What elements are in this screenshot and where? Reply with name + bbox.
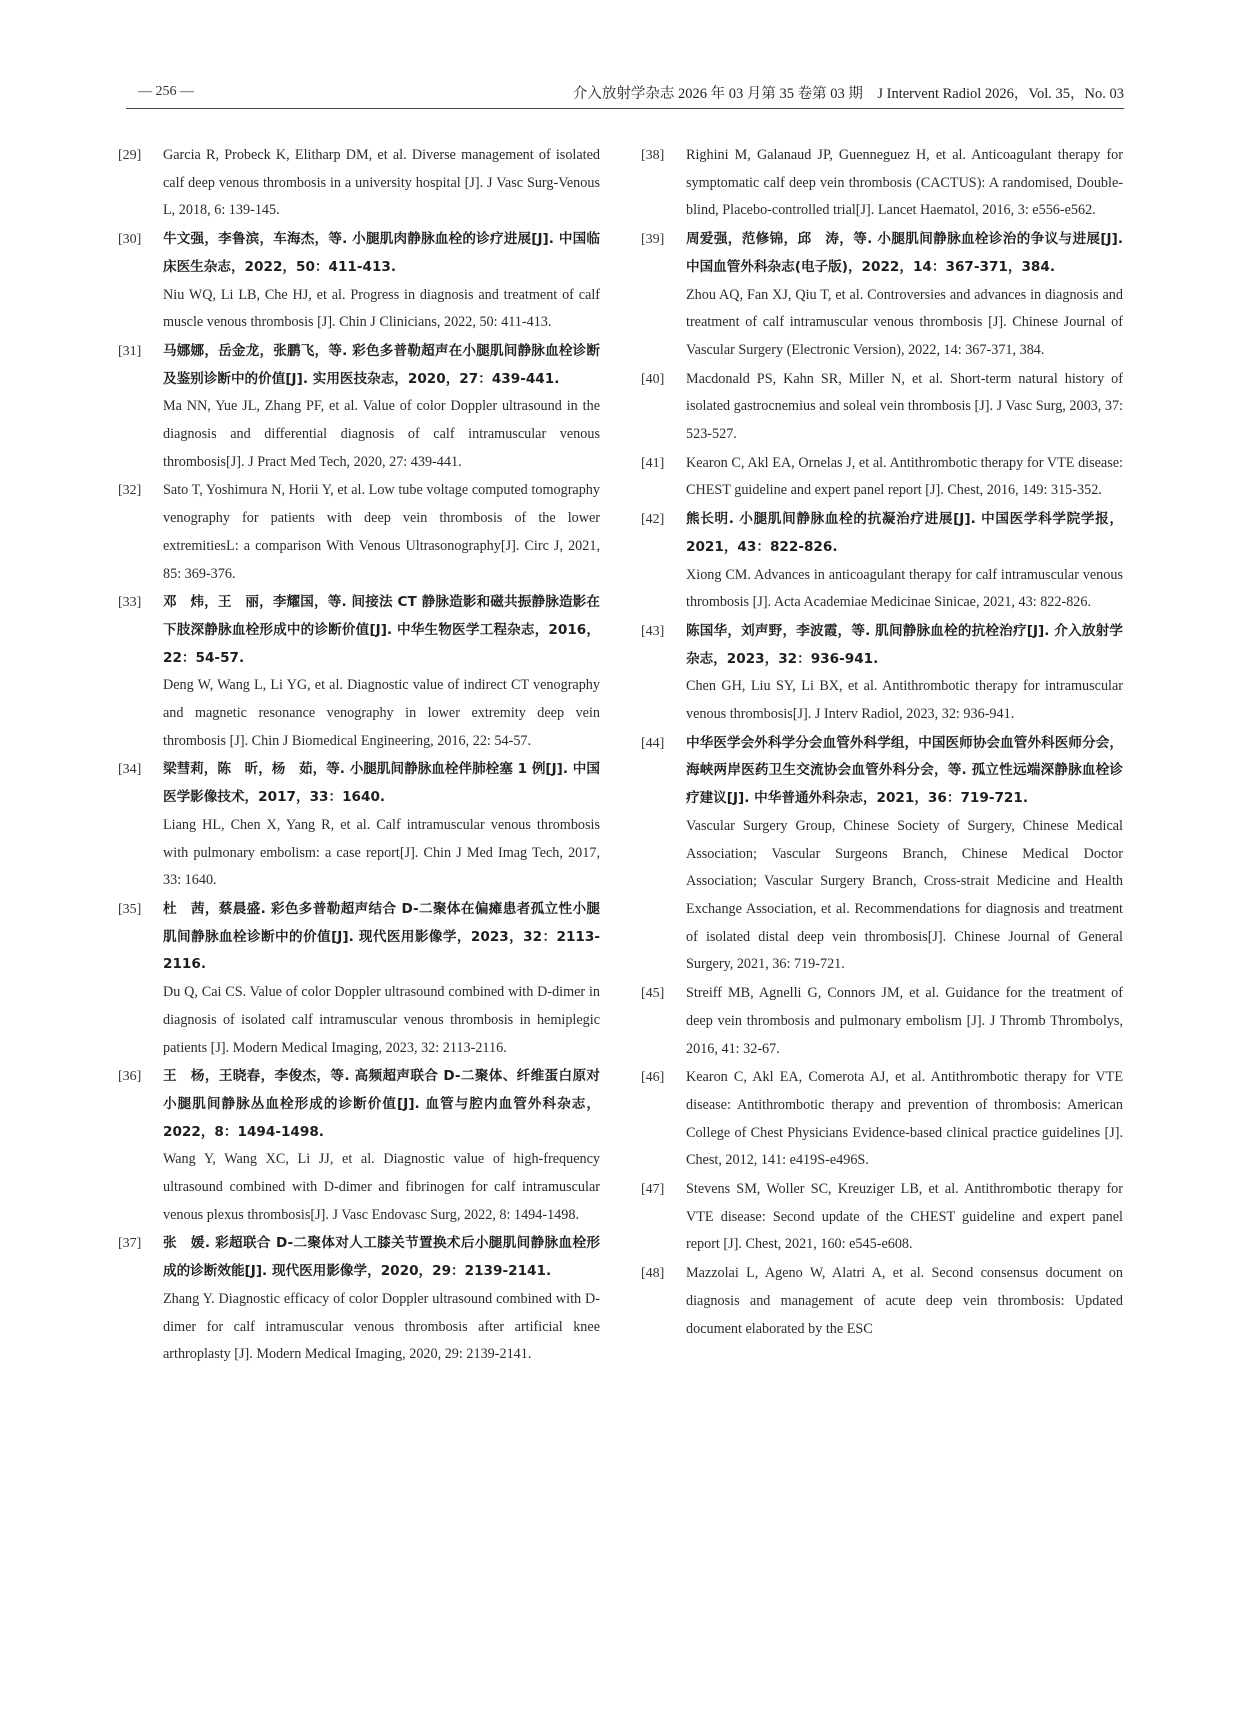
reference-text-english: Wang Y, Wang XC, Li JJ, et al. Diagnostic value of high-frequency ultrasound combined with D-dimer and fibrinogen for calf intramuscular venous plexus thrombosis[J]. J Vasc Endovasc Surg, 2022, 8: 1494-1498. <box>163 1151 600 1223</box>
reference-text-chinese: 马娜娜，岳金龙，张鹏飞，等. 彩色多普勒超声在小腿肌间静脉血栓诊断及鉴别诊断中的价值[J]. 实用医技杂志，2020，27：439-441. <box>163 342 600 387</box>
reference-text-english: Stevens SM, Woller SC, Kreuziger LB, et al. Antithrombotic therapy for VTE disease: Second update of the CHEST guideline and expert panel report [J]. Chest, 2021, 160: e545-e608. <box>686 1181 1123 1253</box>
reference-text-english: Zhou AQ, Fan XJ, Qiu T, et al. Controversies and advances in diagnosis and treatment of calf intramuscular venous thrombosis [J]. Chinese Journal of Vascular Surgery (Electronic Version), 2022, 14: 367-371, 384. <box>686 286 1123 358</box>
reference-text-english: Ma NN, Yue JL, Zhang PF, et al. Value of color Doppler ultrasound in the diagnosis and differential diagnosis of calf intramuscular venous thrombosis[J]. J Pract Med Tech, 2020, 27: 439-441. <box>163 398 600 470</box>
reference-text-english: Sato T, Yoshimura N, Horii Y, et al. Low tube voltage computed tomography venography for patients with deep vein thrombosis of the lower extremitiesL: a comparison With Venous Ultrasonography[J]. Circ J, 2021, 85: 369-376. <box>163 482 600 582</box>
reference-item <box>641 1064 1123 1175</box>
reference-number: [39] <box>641 232 665 248</box>
reference-number: [29] <box>118 148 142 163</box>
reference-item <box>641 618 1123 729</box>
reference-text-chinese: 邓 炜，王 丽，李耀国，等. 间接法 CT 静脉造影和磁共振静脉造影在下肢深静脉血栓形成中的诊断价值[J]. 中华生物医学工程杂志，2016，22：54-57. <box>163 594 600 666</box>
reference-text-chinese: 王 杨，王晓春，李俊杰，等. 高频超声联合 D-二聚体、纤维蛋白原对小腿肌间静脉丛血栓形成的诊断价值[J]. 血管与腔内血管外科杂志，2022，8：1494-1498. <box>163 1068 600 1140</box>
reference-item <box>641 980 1123 1063</box>
reference-column-right <box>641 142 1123 1344</box>
reference-text-english: Niu WQ, Li LB, Che HJ, et al. Progress in diagnosis and treatment of calf muscle venous thrombosis [J]. Chin J Clinicians, 2022, 50: 411-413. <box>163 286 600 331</box>
reference-text-chinese: 中华医学会外科学分会血管外科学组，中国医师协会血管外科医师分会，海峡两岸医药卫生交流协会血管外科分会，等. 孤立性远端深静脉血栓诊疗建议[J]. 中华普通外科杂志，2021，36：719-721. <box>686 734 1123 807</box>
reference-number: [30] <box>118 232 142 248</box>
reference-item <box>641 1260 1123 1343</box>
reference-number: [45] <box>641 986 665 1002</box>
reference-text-english: Zhang Y. Diagnostic efficacy of color Doppler ultrasound combined with D-dimer for calf intramuscular venous thrombosis after artificial knee arthroplasty [J]. Modern Medical Imaging, 2020, 29: 2139-2141. <box>163 1290 600 1363</box>
reference-number: [37] <box>118 1236 142 1252</box>
reference-number: [40] <box>641 371 665 387</box>
reference-number: [46] <box>641 1070 665 1086</box>
reference-number: [31] <box>118 343 142 359</box>
reference-number: [42] <box>641 512 665 528</box>
header-rule <box>126 108 1124 109</box>
reference-number: [41] <box>641 455 665 471</box>
reference-item <box>118 1230 600 1369</box>
reference-text-english: Kearon C, Akl EA, Ornelas J, et al. Antithrombotic therapy for VTE disease: CHEST guideline and expert panel report [J]. Chest, 2016, 149: 315-352. <box>686 454 1123 499</box>
journal-citation-header: 介入放射学杂志 2026 年 03 月第 35 卷第 03 期 J Intervent Radiol 2026，Vol. 35，No. 03 <box>572 86 1124 102</box>
reference-text-english: Garcia R, Probeck K, Elitharp DM, et al. Diverse management of isolated calf deep venous thrombosis in a university hospital [J]. J Vasc Surg-Venous L, 2018, 6: 139-145. <box>163 147 600 219</box>
reference-text-chinese: 张 媛. 彩超联合 D-二聚体对人工膝关节置换术后小腿肌间静脉血栓形成的诊断效能[J]. 现代医用影像学，2020，29：2139-2141. <box>163 1235 600 1280</box>
reference-number: [47] <box>641 1182 665 1198</box>
reference-number: [43] <box>641 623 665 639</box>
reference-item <box>641 142 1123 225</box>
reference-text-english: Vascular Surgery Group, Chinese Society of Surgery, Chinese Medical Association; Vascular Surgeons Branch, Chinese Medical Doctor Association; Vascular Surgery Branch, Cross-strait Medicine and Health Exchange Association, et al. Recommendations for diagnosis and treatment of isolated distal deep vein thrombosis[J]. Chinese Journal of General Surgery, 2021, 36: 719-721. <box>686 817 1123 973</box>
reference-text-chinese: 杜 茜，蔡晨盛. 彩色多普勒超声结合 D-二聚体在偏瘫患者孤立性小腿肌间静脉血栓诊断中的价值[J]. 现代医用影像学，2023，32：2113-2116. <box>163 900 600 973</box>
page-number: — 256 — <box>138 84 194 99</box>
reference-number: [32] <box>118 483 142 499</box>
reference-item <box>118 338 600 477</box>
reference-text-chinese: 梁彗莉，陈 昕，杨 茹，等. 小腿肌间静脉血栓伴肺栓塞 1 例[J]. 中国医学影像技术，2017，33：1640. <box>163 761 600 806</box>
reference-text-english: Mazzolai L, Ageno W, Alatri A, et al. Second consensus document on diagnosis and management of acute deep vein thrombosis: Updated document elaborated by the ESC <box>686 1265 1123 1337</box>
reference-text-english: Xiong CM. Advances in anticoagulant therapy for calf intramuscular venous thrombosis [J]. Acta Academiae Medicinae Sinicae, 2021, 43: 822-826. <box>686 566 1123 611</box>
reference-text-english: Chen GH, Liu SY, Li BX, et al. Antithrombotic therapy for intramuscular venous thrombosis[J]. J Interv Radiol, 2023, 32: 936-941. <box>686 678 1123 723</box>
reference-item <box>641 1176 1123 1259</box>
reference-text-chinese: 牛文强，李鲁滨，车海杰，等. 小腿肌肉静脉血栓的诊疗进展[J]. 中国临床医生杂志，2022，50：411-413. <box>163 231 600 275</box>
reference-item <box>641 730 1123 979</box>
reference-item <box>118 477 600 588</box>
reference-text-chinese: 周爱强，范修锦，邱 涛，等. 小腿肌间静脉血栓诊治的争议与进展[J]. 中国血管外科杂志(电子版)，2022，14：367-371，384. <box>686 231 1123 275</box>
reference-item <box>118 226 600 337</box>
reference-column-left <box>118 142 600 1370</box>
reference-number: [44] <box>641 735 665 751</box>
reference-item <box>641 506 1123 617</box>
reference-item <box>641 366 1123 449</box>
reference-item <box>118 756 600 895</box>
reference-text-chinese: 熊长明. 小腿肌间静脉血栓的抗凝治疗进展[J]. 中国医学科学院学报，2021，43：822-826. <box>686 511 1123 555</box>
reference-item <box>118 142 600 225</box>
reference-text-english: Righini M, Galanaud JP, Guenneguez H, et al. Anticoagulant therapy for symptomatic calf deep vein thrombosis (CACTUS): A randomised, Double-blind, Placebo-controlled trial[J]. Lancet Haematol, 2016, 3: e556-e562. <box>686 147 1123 219</box>
reference-text-english: Kearon C, Akl EA, Comerota AJ, et al. Antithrombotic therapy for VTE disease: Antithrombotic therapy and prevention of thrombosis: American College of Chest Physicians Evidence-based clinical practice guidelines [J]. Chest, 2012, 141: e419S-e496S. <box>686 1069 1123 1169</box>
reference-text-english: Liang HL, Chen X, Yang R, et al. Calf intramuscular venous thrombosis with pulmonary embolism: a case report[J]. Chin J Med Imag Tech, 2017, 33: 1640. <box>163 816 600 889</box>
reference-item <box>118 589 600 755</box>
reference-text-english: Macdonald PS, Kahn SR, Miller N, et al. Short-term natural history of isolated gastrocnemius and soleal vein thrombosis [J]. J Vasc Surg, 2003, 37: 523-527. <box>686 370 1123 443</box>
reference-number: [34] <box>118 762 142 778</box>
reference-text-english: Streiff MB, Agnelli G, Connors JM, et al. Guidance for the treatment of deep vein thrombosis and pulmonary embolism [J]. J Thromb Thrombolys, 2016, 41: 32-67. <box>686 985 1123 1057</box>
reference-number: [38] <box>641 148 665 163</box>
reference-number: [33] <box>118 595 142 611</box>
running-header <box>126 80 1124 106</box>
reference-text-chinese: 陈国华，刘声野，李波霞，等. 肌间静脉血栓的抗栓治疗[J]. 介入放射学杂志，2023，32：936-941. <box>686 622 1123 667</box>
reference-item <box>118 1063 600 1229</box>
reference-text-english: Deng W, Wang L, Li YG, et al. Diagnostic value of indirect CT venography and magnetic resonance venography in lower extremity deep vein thrombosis [J]. Chin J Biomedical Engineering, 2016, 22: 54-57. <box>163 677 600 749</box>
reference-item <box>641 226 1123 365</box>
reference-number: [35] <box>118 901 142 917</box>
reference-number: [48] <box>641 1266 665 1282</box>
reference-item <box>641 450 1123 505</box>
reference-number: [36] <box>118 1069 142 1085</box>
reference-text-english: Du Q, Cai CS. Value of color Doppler ultrasound combined with D-dimer in diagnosis of isolated calf intramuscular venous thrombosis in hemiplegic patients [J]. Modern Medical Imaging, 2023, 32: 2113-2116. <box>163 984 600 1056</box>
reference-item <box>118 896 600 1062</box>
